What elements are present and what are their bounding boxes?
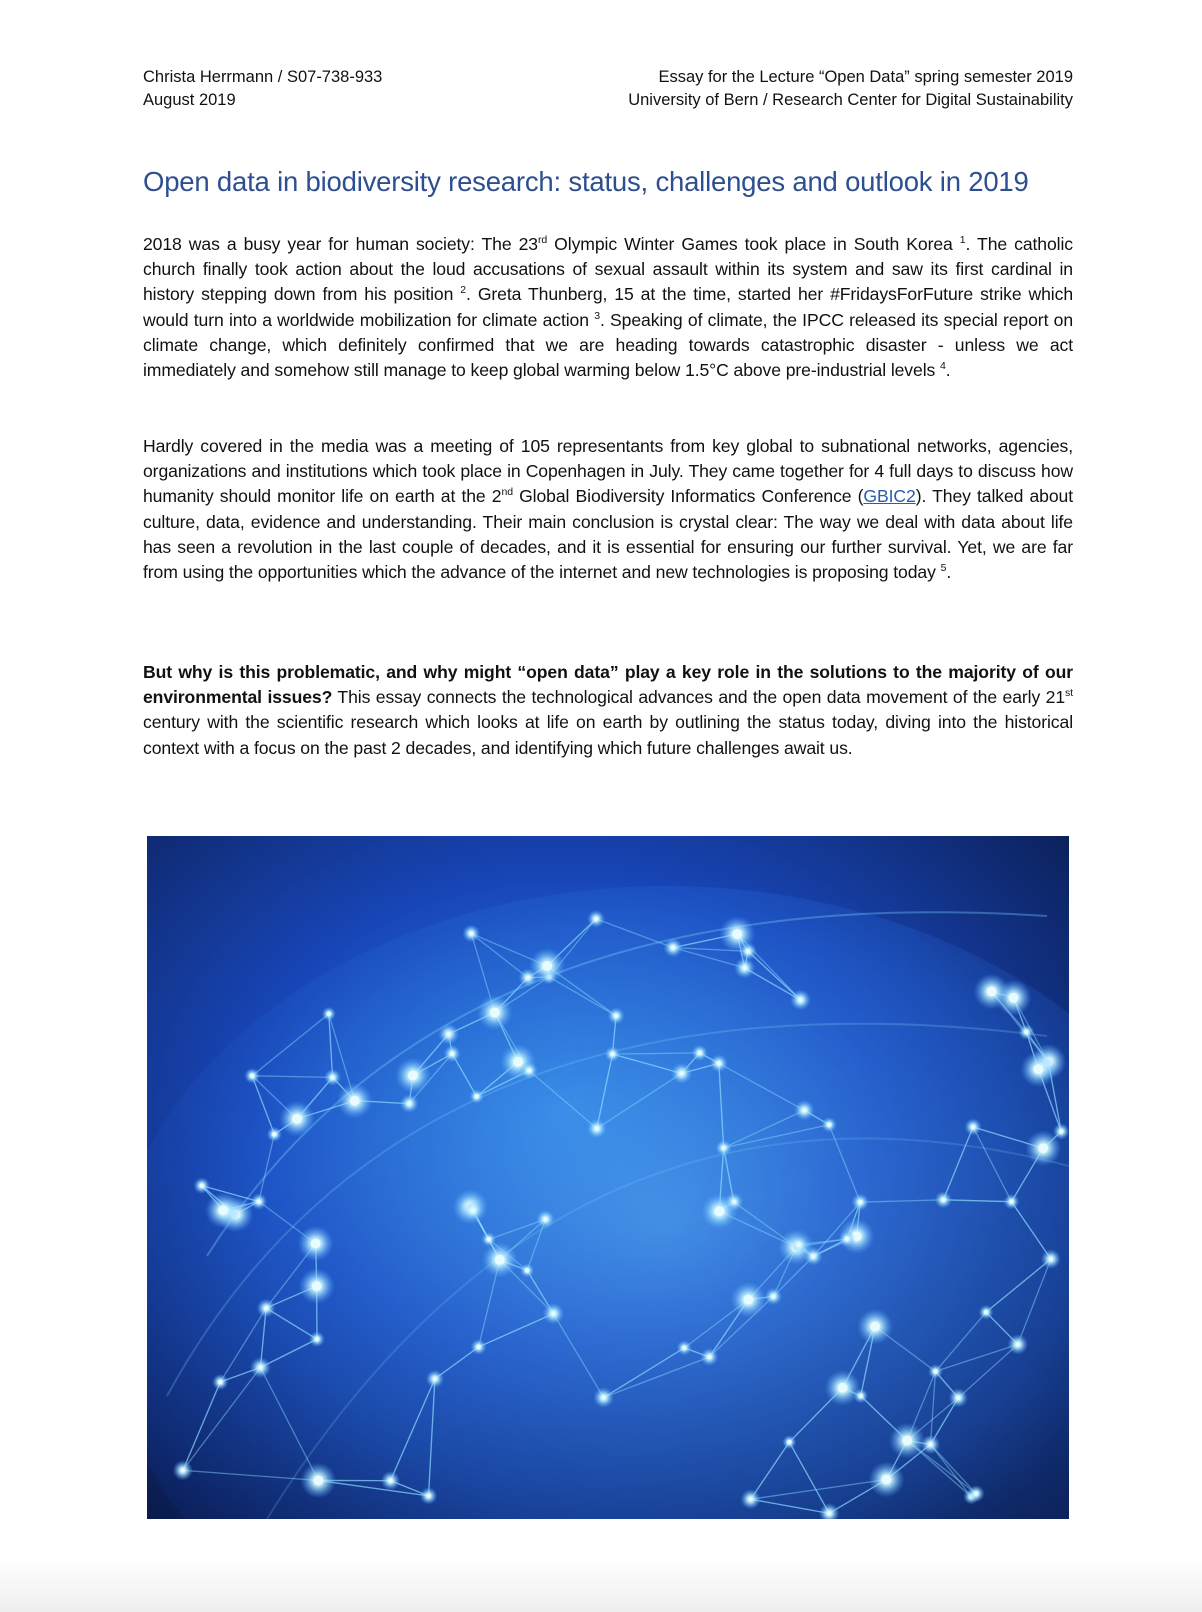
network-node xyxy=(797,1242,801,1246)
network-node xyxy=(1049,1257,1053,1261)
network-node xyxy=(551,1311,555,1315)
network-node xyxy=(732,929,742,939)
network-node xyxy=(933,1369,937,1373)
network-node xyxy=(771,1294,775,1298)
network-node xyxy=(469,931,473,935)
network-node xyxy=(928,1442,932,1446)
network-node xyxy=(543,1217,547,1221)
network-node xyxy=(941,1198,945,1202)
key-question: But why is this problematic, and why might “open data” play a key role in the solutions to the majority of our environmental issues? xyxy=(143,662,1073,708)
network-node xyxy=(433,1377,437,1381)
network-node xyxy=(714,1206,724,1216)
network-node xyxy=(697,1051,701,1055)
network-node xyxy=(845,1237,849,1241)
paragraph-question xyxy=(143,660,1073,761)
network-node xyxy=(743,1295,753,1305)
ordinal-suffix: st xyxy=(1065,687,1073,700)
course-name: Essay for the Lecture “Open Data” spring semester 2019 xyxy=(658,68,1073,86)
network-node xyxy=(987,987,997,997)
network-node xyxy=(350,1096,360,1106)
institution-name: University of Bern / Research Center for Digital Sustainability xyxy=(628,90,1073,109)
network-node xyxy=(1033,1064,1043,1074)
text-run: Hardly covered in the media was a meeting of 105 representants from key global to subnational networks, agencies, organizations and institutions which took place in Copenhagen in July. They came together for 4 full days to discuss how humanity should monitor life on earth at the 2 xyxy=(143,436,1073,507)
footnote-ref-4[interactable]: 4 xyxy=(940,360,946,373)
network-node xyxy=(746,949,750,953)
network-node xyxy=(614,1014,618,1018)
text-run: This essay connects the technological advances and the open data movement of the early 21 xyxy=(332,687,1066,708)
text-run: ). They talked about culture, data, evidence and understanding. Their main conclusion is crystal clear: The way we deal with data about life has seen a revolution in the last couple of decades, and it is essential for ensuring our further survival. Yet, we are far from using the opportunities which the advance of the internet and new technologies is proposing today xyxy=(143,486,1074,583)
network-node xyxy=(798,998,802,1002)
network-node xyxy=(971,1125,975,1129)
footnote-ref-2[interactable]: 2 xyxy=(460,284,467,297)
network-node xyxy=(525,1268,529,1272)
network-node xyxy=(526,976,530,980)
network-node xyxy=(542,961,552,971)
network-node xyxy=(313,1475,323,1485)
page-bottom-edge xyxy=(0,1560,1202,1612)
network-node xyxy=(859,1394,863,1398)
text-run: . The catholic church finally took action about the loud accusations of sexual assault within its system and saw its first cardinal in history stepping down from his position xyxy=(143,234,1073,305)
network-node xyxy=(811,1254,815,1258)
network-node xyxy=(802,1108,806,1112)
network-node xyxy=(264,1306,268,1310)
network-node xyxy=(682,1346,686,1350)
network-node xyxy=(974,1491,978,1495)
network-node xyxy=(838,1383,848,1393)
network-node xyxy=(330,1075,334,1079)
network-node xyxy=(258,1365,262,1369)
network-node xyxy=(1009,1199,1013,1203)
network-node xyxy=(200,1183,204,1187)
network-node xyxy=(1016,1342,1020,1346)
ordinal-suffix: rd xyxy=(537,234,548,246)
network-node xyxy=(257,1199,261,1203)
essay-title: Open data in biodiversity research: status, challenges and outlook in 2019 xyxy=(143,166,1029,197)
network-node xyxy=(601,1395,605,1399)
text-run: . xyxy=(946,562,952,583)
paragraph-gbic xyxy=(143,434,1073,585)
network-node xyxy=(315,1337,319,1341)
paragraph-intro xyxy=(143,232,1073,383)
network-node xyxy=(594,917,598,921)
text-run: Olympic Winter Games took place in South Korea xyxy=(547,234,960,254)
network-node xyxy=(527,1068,531,1072)
text-run: century with the scientific research which looks at life on earth by outlining the status today, diving into the historical context with a focus on the past 2 decades, and identifying which future challenges await us. xyxy=(143,712,1073,758)
network-node xyxy=(707,1355,711,1359)
footnote-ref-1[interactable]: 1 xyxy=(959,234,966,246)
network-node xyxy=(1038,1143,1048,1153)
ordinal-suffix: nd xyxy=(501,486,513,499)
network-globe-illustration xyxy=(147,836,1069,1519)
network-globe-figure xyxy=(147,836,1069,1519)
network-node xyxy=(984,1310,988,1314)
network-node xyxy=(311,1238,321,1248)
text-run: . xyxy=(945,360,951,381)
network-node xyxy=(218,1380,222,1384)
network-node xyxy=(595,1126,599,1130)
network-node xyxy=(474,1094,478,1098)
network-node xyxy=(902,1436,912,1446)
network-node xyxy=(881,1475,891,1485)
network-node xyxy=(388,1478,392,1482)
text-run: . Speaking of climate, the IPCC released its special report on climate change, which definitely confirmed that we are heading towards catastrophic disaster - unless we act immediately and somehow still manage to keep global warming below 1.5°C above pre-industrial levels xyxy=(143,309,1074,381)
text-run: Global Biodiversity Informatics Conference ( xyxy=(512,486,864,507)
network-node xyxy=(407,1101,411,1105)
network-node xyxy=(827,1123,831,1127)
header-left xyxy=(143,66,382,111)
network-node xyxy=(471,1208,475,1212)
network-node xyxy=(742,966,746,970)
author-id: Christa Herrmann / S07-738-933 xyxy=(143,68,383,86)
network-node xyxy=(1059,1129,1063,1133)
network-node xyxy=(721,1146,725,1150)
network-node xyxy=(312,1281,322,1291)
network-node xyxy=(870,1322,880,1332)
network-node xyxy=(1009,993,1019,1003)
network-node xyxy=(476,1345,480,1349)
network-node xyxy=(956,1396,960,1400)
footnote-ref-5[interactable]: 5 xyxy=(940,562,947,575)
footnote-ref-3[interactable]: 3 xyxy=(594,309,600,322)
network-node xyxy=(717,1061,721,1065)
text-run: 2018 was a busy year for human society: The 23 xyxy=(143,234,538,254)
network-node xyxy=(1024,1030,1028,1034)
network-node xyxy=(671,945,675,949)
network-node xyxy=(446,1032,450,1036)
network-node xyxy=(487,1237,491,1241)
network-node xyxy=(426,1494,430,1498)
network-node xyxy=(181,1468,185,1472)
header-right xyxy=(628,66,1073,111)
network-node xyxy=(748,1497,752,1501)
network-node xyxy=(495,1255,505,1265)
network-node xyxy=(250,1074,254,1078)
network-node xyxy=(450,1051,454,1055)
network-node xyxy=(610,1052,614,1056)
network-node xyxy=(827,1511,831,1515)
network-node xyxy=(787,1440,791,1444)
network-node xyxy=(513,1057,523,1067)
text-run: . Greta Thunberg, 15 at the time, started her #FridaysForFuture strike which would turn into a worldwide mobilization for climate action xyxy=(143,284,1073,330)
network-node xyxy=(858,1200,862,1204)
network-node xyxy=(272,1132,276,1136)
network-node xyxy=(490,1007,500,1017)
network-node xyxy=(327,1012,331,1016)
network-node xyxy=(408,1071,418,1081)
network-node xyxy=(679,1071,683,1075)
gbic2-link[interactable]: GBIC2 xyxy=(863,486,916,507)
network-node xyxy=(218,1205,228,1215)
network-node xyxy=(292,1114,302,1124)
essay-date: August 2019 xyxy=(143,90,236,109)
